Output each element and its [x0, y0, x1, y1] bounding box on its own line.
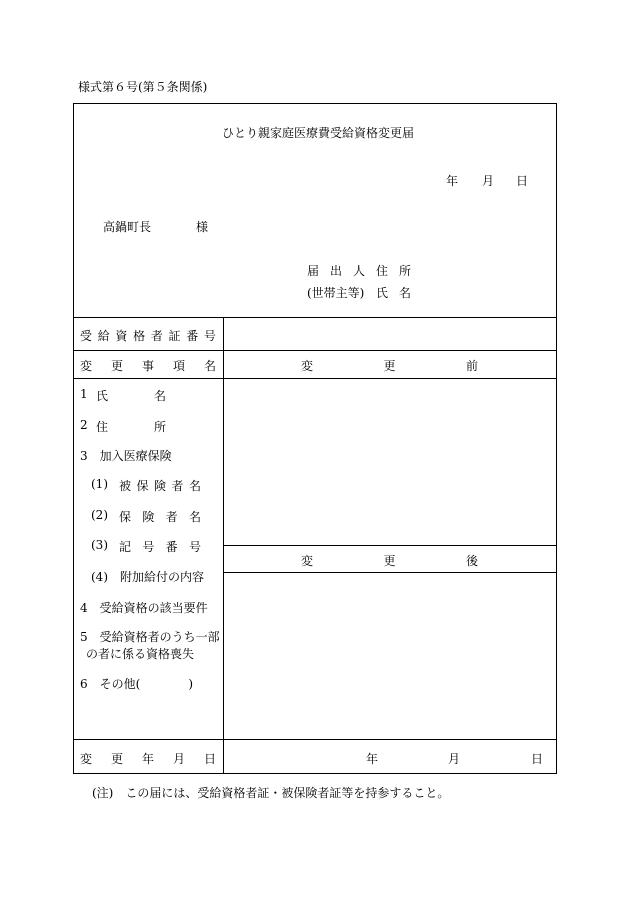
change-date-month: 月	[448, 752, 461, 766]
item-5-line-1: 5 受給資格者のうち一部	[80, 630, 220, 644]
item-5-line-2: の者に係る資格喪失	[86, 647, 195, 661]
footnote: (注) この届には、受給資格者証・被保険者証等を持参すること。	[92, 786, 450, 800]
form-number-label: 様式第６号(第５条関係)	[78, 80, 208, 94]
change-date-day: 日	[531, 752, 544, 766]
divider-after-top	[223, 545, 557, 546]
item-3-1-number: (1)	[91, 477, 108, 491]
divider-header-top	[73, 350, 557, 351]
item-3-3-number: (3)	[91, 538, 108, 552]
addressee-honorific: 様	[196, 220, 209, 234]
item-1-label: 氏 名	[96, 389, 166, 403]
item-4: 4 受給資格の該当要件	[80, 601, 208, 615]
date-day-label: 日	[516, 174, 529, 188]
change-date-year: 年	[366, 752, 379, 766]
date-year-label: 年	[446, 174, 459, 188]
item-3-4: (4) 附加給付の内容	[91, 570, 204, 584]
form-title: ひとり親家庭医療費受給資格変更届	[222, 126, 415, 140]
item-3-3-label: 記 号 番 号	[119, 540, 201, 554]
cert-number-label: 受 給 資 格 者 証 番 号	[80, 329, 216, 343]
divider-header-bottom	[73, 378, 557, 379]
change-date-label: 変 更 年 月 日	[80, 752, 216, 766]
after-label: 変 更 後	[301, 554, 478, 568]
item-3-2-label: 保 険 者 名	[119, 510, 201, 524]
item-3-1-label: 被 保 険 者 名	[119, 479, 201, 493]
item-2-number: 2	[80, 418, 88, 432]
addressee-name: 高鍋町長	[103, 220, 152, 234]
divider-date-top	[73, 739, 557, 740]
divider-after-bottom	[223, 572, 557, 573]
item-3-2-number: (2)	[91, 508, 108, 522]
divider-cert-top	[73, 317, 557, 318]
item-1-number: 1	[80, 387, 88, 401]
divider-vertical	[223, 317, 224, 774]
notifier-name-prefix: (世帯主等)	[307, 286, 365, 300]
form-box	[73, 103, 557, 774]
item-3: 3 加入医療保険	[80, 449, 172, 463]
item-6: 6 その他( )	[80, 677, 193, 691]
date-month-label: 月	[482, 174, 495, 188]
change-items-label: 変 更 事 項 名	[80, 359, 216, 373]
notifier-name-label: 氏 名	[376, 286, 411, 300]
notifier-address-label: 届 出 人 住 所	[307, 264, 411, 278]
before-label: 変 更 前	[301, 359, 478, 373]
item-2-label: 住 所	[96, 420, 166, 434]
